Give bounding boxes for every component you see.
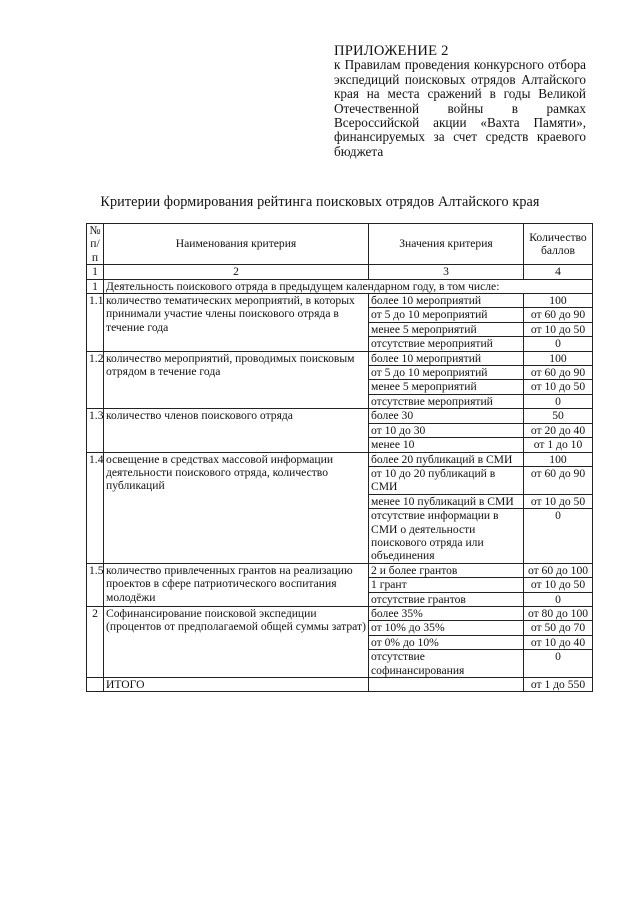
criterion-points: 0 [524, 592, 593, 606]
criterion-points: от 60 до 90 [524, 466, 593, 494]
total-row [87, 678, 593, 692]
criterion-value: от 10 до 20 публикаций в СМИ [369, 466, 524, 494]
criterion-num: 1.4 [87, 452, 104, 563]
table-row [87, 409, 593, 423]
criterion-points: от 60 до 100 [524, 563, 593, 577]
header-row [87, 224, 593, 265]
criterion-points: 100 [524, 351, 593, 365]
column-number: 4 [524, 265, 593, 279]
table-row [87, 563, 593, 577]
criterion-value: более 35% [369, 606, 524, 620]
document-title: Критерии формирования рейтинга поисковых отрядов Алтайского края [100, 194, 540, 210]
criterion-points: от 10 до 50 [524, 578, 593, 592]
header-values: Значения критерия [369, 224, 524, 265]
appendix-title: ПРИЛОЖЕНИЕ 2 [334, 43, 449, 59]
criterion-points: 50 [524, 409, 593, 423]
table-row [87, 606, 593, 620]
appendix-block [334, 44, 586, 159]
criterion-value: от 10% до 35% [369, 621, 524, 635]
total-value [369, 678, 524, 692]
criterion-name: количество привлеченных грантов на реализацию проектов в сфере патриотического воспитания молодёжи [104, 563, 369, 606]
criterion-value: от 5 до 10 мероприятий [369, 308, 524, 322]
criterion-num: 1.3 [87, 409, 104, 452]
criterion-value: менее 10 публикаций в СМИ [369, 494, 524, 508]
criterion-name: освещение в средствах массовой информации деятельности поискового отряда, количество публикаций [104, 452, 369, 563]
criterion-value: более 10 мероприятий [369, 351, 524, 365]
criterion-value: более 10 мероприятий [369, 294, 524, 308]
criterion-points: 0 [524, 650, 593, 678]
section-num: 1 [87, 279, 104, 293]
criterion-num: 1.1 [87, 294, 104, 352]
section-row [87, 279, 593, 293]
criterion-num: 1.2 [87, 351, 104, 409]
section-label: Деятельность поискового отряда в предыдущем календарном году, в том числе: [104, 279, 593, 293]
criterion-name: количество членов поискового отряда [104, 409, 369, 452]
criterion-value: менее 10 [369, 438, 524, 452]
criterion-points: от 10 до 50 [524, 494, 593, 508]
criterion-value: менее 5 мероприятий [369, 380, 524, 394]
criterion-value: более 20 публикаций в СМИ [369, 452, 524, 466]
criterion-value: отсутствие грантов [369, 592, 524, 606]
total-label: ИТОГО [104, 678, 369, 692]
appendix-text: к Правилам проведения конкурсного отбора экспедиций поисковых отрядов Алтайского края на места сражений в годы Великой Отечественной войны в рамках Всероссийской акции «Вахта Памяти», финансируемых за счет средств краевого бюджета [334, 57, 586, 159]
column-number: 2 [104, 265, 369, 279]
criterion-points: 100 [524, 294, 593, 308]
criterion-value: более 30 [369, 409, 524, 423]
criterion-value: от 5 до 10 мероприятий [369, 366, 524, 380]
criterion-name: Софинансирование поисковой экспедиции (процентов от предполагаемой общей суммы затрат) [104, 606, 369, 677]
column-number: 1 [87, 265, 104, 279]
criterion-points: 100 [524, 452, 593, 466]
total-num [87, 678, 104, 692]
criterion-points: от 20 до 40 [524, 423, 593, 437]
criterion-value: 1 грант [369, 578, 524, 592]
header-points: Количество баллов [524, 224, 593, 265]
criterion-points: 0 [524, 509, 593, 564]
criterion-points: 0 [524, 337, 593, 351]
criterion-value: отсутствие информации в СМИ о деятельности поискового отряда или объединения [369, 509, 524, 564]
total-body [87, 678, 593, 692]
criterion-points: от 10 до 50 [524, 322, 593, 336]
criterion-value: отсутствие софинансирования [369, 650, 524, 678]
criterion-value: от 0% до 10% [369, 635, 524, 649]
criterion-points: от 10 до 50 [524, 380, 593, 394]
criterion-value: отсутствие мероприятий [369, 394, 524, 408]
criterion-points: 0 [524, 394, 593, 408]
criteria-body [87, 265, 593, 678]
criterion-value: отсутствие мероприятий [369, 337, 524, 351]
column-numbers-row [87, 265, 593, 279]
table-row [87, 452, 593, 466]
criterion-points: от 50 до 70 [524, 621, 593, 635]
criterion-points: от 60 до 90 [524, 308, 593, 322]
criterion-value: менее 5 мероприятий [369, 322, 524, 336]
header-name: Наименования критерия [104, 224, 369, 265]
criterion-value: от 10 до 30 [369, 423, 524, 437]
criterion-value: 2 и более грантов [369, 563, 524, 577]
criterion-points: от 1 до 10 [524, 438, 593, 452]
header-num: № п/п [87, 224, 104, 265]
total-points: от 1 до 550 [524, 678, 593, 692]
criterion-num: 1.5 [87, 563, 104, 606]
criterion-name: количество мероприятий, проводимых поисковым отрядом в течение года [104, 351, 369, 409]
criterion-points: от 10 до 40 [524, 635, 593, 649]
table-row [87, 294, 593, 308]
criterion-num: 2 [87, 606, 104, 677]
criterion-name: количество тематических мероприятий, в которых принимали участие члены поискового отряда в течение года [104, 294, 369, 352]
criterion-points: от 60 до 90 [524, 366, 593, 380]
criteria-table [86, 223, 593, 692]
table-row [87, 351, 593, 365]
column-number: 3 [369, 265, 524, 279]
criterion-points: от 80 до 100 [524, 606, 593, 620]
